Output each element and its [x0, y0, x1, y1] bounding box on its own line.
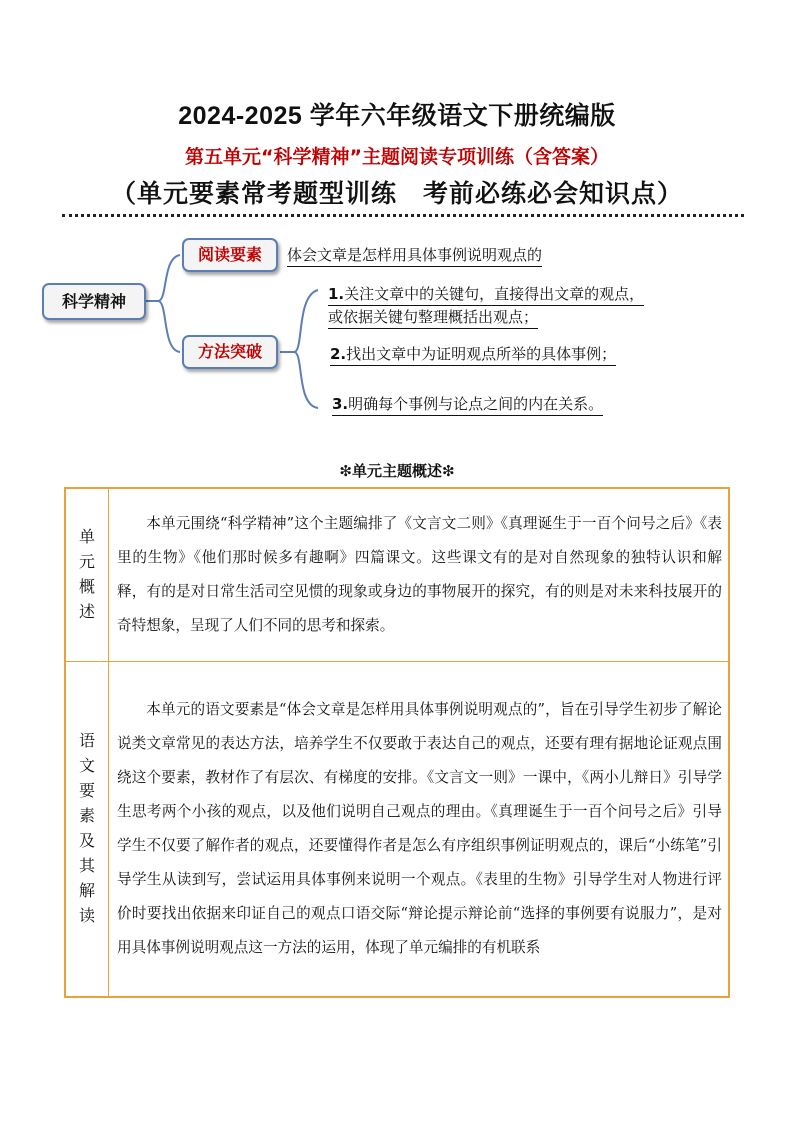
language-elements-text: 本单元的语文要素是“体会文章是怎样用具体事例说明观点的”，旨在引导学生初步了解论说类文章常见的表达方法，培养学生不仅要敢于表达自己的观点，还要有理有据地论证观点围绕这个要素，教材作了有层次、有梯度的安排。《文言文一则》一课中，《两小儿辩日》引导学生思考两个小孩的观点，以及他们说明自己观点的理由。《真理诞生于一百个问号之后》引导学生不仅要了解作者的观点，还要懂得作者是怎么有序组织事例证明观点的，课后“小练笔”引导学生从读到写，尝试运用具体事例来说明一个观点。《表里的生物》引导学生对人物进行评价时要找出依据来印证自己的观点口语交际“辩论提示辩论前“选择的事例要有说服力”，是对用具体事例说明观点这一方法的运用，体现了单元编排的有机联系 [109, 661, 730, 997]
method-item-2: 2.找出文章中为证明观点所举的具体事例； [330, 343, 616, 366]
document-subtitle: 第五单元“科学精神”主题阅读专项训练（含答案） [185, 146, 609, 168]
reading-element-text: 体会文章是怎样用具体事例说明观点的 [287, 244, 542, 267]
method-item-3: 3.明确每个事例与论点之间的内在关系。 [332, 393, 603, 416]
document-subtitle-note: （单元要素常考题型训练 考前必练必会知识点） [110, 179, 683, 208]
document-title: 2024-2025 学年六年级语文下册统编版 [178, 102, 616, 130]
method-item-1-line-2: 或依据关键句整理概括出观点； [328, 306, 538, 329]
row-header-unit-overview: 单 元 概 述 [65, 488, 109, 661]
method-item-1-line-1: 1.关注文章中的关键句，直接得出文章的观点， [328, 283, 644, 306]
mindmap-root-node: 科学精神 [42, 283, 146, 320]
unit-overview-text: 本单元围绕“科学精神”这个主题编排了《文言文二则》《真理诞生于一百个问号之后》《表里的生物》《他们那时候多有趣啊》四篇课文。这些课文有的是对自然现象的独特认识和解释，有的是对日常生活司空见惯的现象或身边的事物展开的探究，有的则是对未来科技展开的奇特想象，呈现了人们不同的思考和探索。 [109, 488, 730, 661]
overview-row-unit [65, 488, 729, 661]
section-title: ❇单元主题概述❇ [339, 462, 455, 480]
row-header-language-elements: 语 文 要 素 及 其 解 读 [65, 661, 109, 997]
overview-row-elements [65, 661, 729, 997]
overview-table [64, 487, 730, 998]
reading-element-node: 阅读要素 [182, 238, 278, 272]
method-node: 方法突破 [182, 335, 278, 369]
